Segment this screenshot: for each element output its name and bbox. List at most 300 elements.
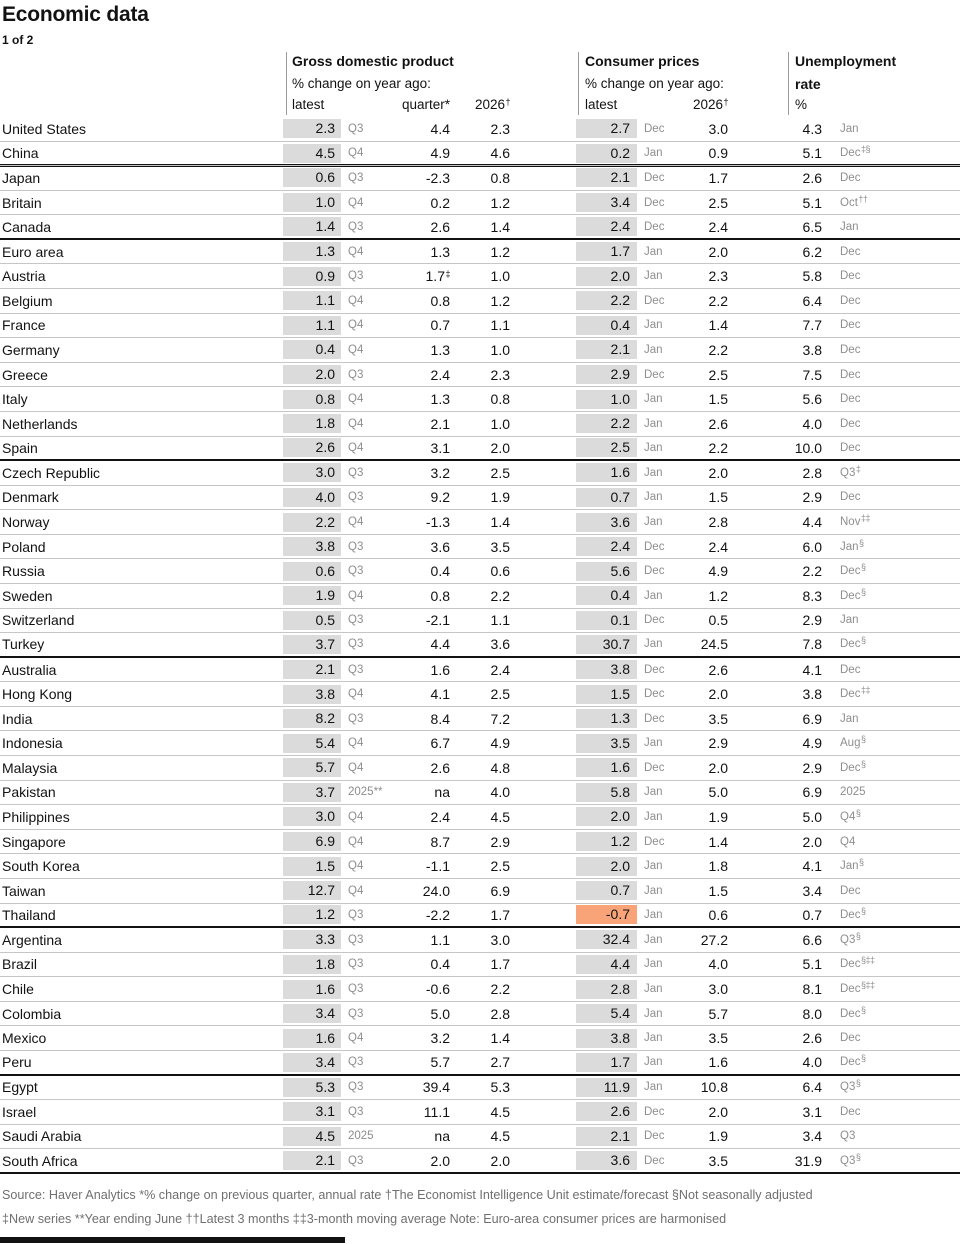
cpi-period-label: Dec — [644, 1130, 665, 1143]
gdp-period-label: Q4 — [348, 835, 364, 848]
footnote-marker: ‡ — [855, 463, 861, 474]
gdp-forecast-value: 2.2 — [490, 981, 510, 998]
gdp-period-label: Q4 — [348, 319, 364, 332]
cpi-latest-value: 0.2 — [576, 144, 637, 163]
cpi-period-label: Jan — [644, 983, 663, 996]
gdp-quarter-value: 0.7 — [430, 317, 450, 334]
unemployment-value: 6.9 — [802, 784, 822, 801]
cpi-latest-value: 5.6 — [576, 562, 637, 581]
gdp-quarter-value: 1.3 — [430, 243, 450, 260]
gdp-quarter-value: 3.2 — [430, 464, 450, 481]
unemployment-period-label: Jan — [840, 220, 859, 233]
country-label: India — [2, 710, 33, 727]
gdp-quarter-value: -2.1 — [425, 612, 450, 629]
country-label: Thailand — [2, 906, 56, 923]
gdp-latest-value: 6.9 — [283, 832, 341, 851]
unemployment-value: 6.4 — [802, 292, 822, 309]
unemployment-value: 7.8 — [802, 636, 822, 653]
cpi-period-label: Dec — [644, 294, 665, 307]
footnote-marker: § — [860, 635, 866, 646]
table-row — [0, 363, 960, 388]
table-row — [0, 1100, 960, 1125]
cpi-group-subtitle: % change on year ago: — [585, 76, 724, 91]
cpi-latest-value: 0.4 — [576, 316, 637, 335]
table-row — [0, 879, 960, 904]
unemployment-period-label: Dec§ — [840, 562, 866, 578]
unemployment-period-label: Q4 — [840, 835, 856, 848]
country-label: Euro area — [2, 243, 64, 260]
unemployment-period-label: Q3‡ — [840, 463, 861, 479]
gdp-forecast-value: 5.3 — [490, 1079, 510, 1096]
gdp-quarter-value: na — [434, 784, 450, 801]
country-label: Israel — [2, 1103, 37, 1120]
gdp-forecast-value: 2.5 — [490, 686, 510, 703]
country-label: Italy — [2, 391, 28, 408]
gdp-quarter-value: 3.6 — [430, 538, 450, 555]
table-row — [0, 1026, 960, 1051]
gdp-period-label: Q3 — [348, 491, 364, 504]
gdp-latest-value: 1.9 — [283, 586, 341, 605]
gdp-latest-value: 4.0 — [283, 488, 341, 507]
cpi-latest-value: 2.7 — [576, 119, 637, 138]
footnote-marker: ‡ — [445, 269, 450, 280]
cpi-period-label: Jan — [644, 466, 663, 479]
table-row — [0, 658, 960, 683]
unemployment-period-label: Jan — [840, 614, 859, 627]
unemployment-period-label: Dec§ — [840, 1053, 866, 1069]
gdp-period-label: Q4 — [348, 393, 364, 406]
unemployment-period-label: Q3§ — [840, 1151, 861, 1167]
cpi-latest-value: 0.4 — [576, 586, 637, 605]
unemployment-period-label: Dec‡‡ — [840, 685, 870, 701]
gdp-period-label: Q3 — [348, 368, 364, 381]
gdp-quarter-value: 4.4 — [430, 120, 450, 137]
unemployment-value: 8.3 — [802, 587, 822, 604]
table-row — [0, 461, 960, 486]
gdp-latest-value: 1.8 — [283, 955, 341, 974]
table-row — [0, 756, 960, 781]
gdp-period-label: Q4 — [348, 688, 364, 701]
gdp-forecast-value: 1.7 — [490, 956, 510, 973]
gdp-period-label: Q4 — [348, 884, 364, 897]
cpi-forecast-value: 2.2 — [708, 439, 728, 456]
gdp-quarter-value: 5.7 — [430, 1054, 450, 1071]
country-label: United States — [2, 120, 87, 137]
gdp-latest-value: 3.0 — [283, 807, 341, 826]
cpi-period-label: Jan — [644, 393, 663, 406]
gdp-forecast-value: 1.0 — [490, 415, 510, 432]
unemployment-period-label: Dec — [840, 393, 861, 406]
cpi-forecast-value: 3.5 — [708, 710, 728, 727]
gdp-latest-value: 0.6 — [283, 168, 341, 187]
unemployment-value: 0.7 — [802, 906, 822, 923]
gdp-period-label: Q3 — [348, 1081, 364, 1094]
gdp-latest-value: 2.2 — [283, 513, 341, 532]
footnote-marker: § — [855, 807, 861, 818]
unemployment-value: 6.2 — [802, 243, 822, 260]
cpi-forecast-value: 1.4 — [708, 317, 728, 334]
cpi-latest-value: 3.6 — [576, 513, 637, 532]
country-label: Greece — [2, 366, 48, 383]
cpi-forecast-value: 1.2 — [708, 587, 728, 604]
gdp-latest-value: 0.6 — [283, 562, 341, 581]
gdp-period-label: Q3 — [348, 663, 364, 676]
cpi-forecast-value: 27.2 — [700, 931, 728, 948]
gdp-quarter-value: 4.1 — [430, 686, 450, 703]
gdp-latest-value: 1.6 — [283, 980, 341, 999]
gdp-latest-value: 3.7 — [283, 635, 341, 654]
gdp-forecast-value: 0.8 — [490, 169, 510, 186]
unemployment-period-label: Jan§ — [840, 537, 864, 553]
cpi-latest-value: 2.5 — [576, 438, 637, 457]
cpi-latest-value: 3.5 — [576, 734, 637, 753]
unemployment-period-label: Dec§ — [840, 1004, 866, 1020]
gdp-quarter-value: 9.2 — [430, 489, 450, 506]
gdp-forecast-value: 3.6 — [490, 636, 510, 653]
cpi-latest-value: 1.7 — [576, 1053, 637, 1072]
unemployment-value: 5.0 — [802, 808, 822, 825]
gdp-quarter-value: -2.2 — [425, 906, 450, 923]
gdp-forecast-value: 1.2 — [490, 243, 510, 260]
gdp-period-label: Q4 — [348, 1032, 364, 1045]
unemployment-period-label: Dec — [840, 441, 861, 454]
gdp-latest-value: 12.7 — [283, 881, 341, 900]
cpi-forecast-value: 1.4 — [708, 833, 728, 850]
gdp-quarter-value: 2.1 — [430, 415, 450, 432]
cpi-period-label: Dec — [644, 663, 665, 676]
gdp-period-label: Q4 — [348, 294, 364, 307]
gdp-forecast-value: 1.9 — [490, 489, 510, 506]
gdp-period-label: Q4 — [348, 737, 364, 750]
cpi-forecast-value: 1.5 — [708, 489, 728, 506]
divider-cpi — [578, 52, 579, 115]
footnote-marker: § — [860, 1053, 866, 1064]
gdp-quarter-value: 2.6 — [430, 218, 450, 235]
gdp-latest-value: 8.2 — [283, 709, 341, 728]
table-row — [0, 264, 960, 289]
cpi-latest-value: 0.7 — [576, 881, 637, 900]
cpi-forecast-value: 2.2 — [708, 292, 728, 309]
gdp-period-label: Q3 — [348, 1154, 364, 1167]
table-row — [0, 928, 960, 953]
gdp-latest-value: 1.3 — [283, 242, 341, 261]
gdp-forecast-value: 2.8 — [490, 1005, 510, 1022]
table-row — [0, 486, 960, 511]
gdp-forecast-value: 1.0 — [490, 268, 510, 285]
gdp-forecast-value: 4.6 — [490, 145, 510, 162]
gdp-period-label: 2025 — [348, 1130, 374, 1143]
cpi-latest-value: 2.4 — [576, 217, 637, 236]
gdp-quarter-value: 24.0 — [422, 882, 450, 899]
cpi-forecast-value: 3.0 — [708, 981, 728, 998]
table-row — [0, 289, 960, 314]
gdp-latest-value: 3.7 — [283, 783, 341, 802]
table-row — [0, 559, 960, 584]
gdp-forecast-value: 1.4 — [490, 218, 510, 235]
cpi-period-label: Jan — [644, 245, 663, 258]
cpi-period-label: Jan — [644, 270, 663, 283]
gdp-latest-value: 3.4 — [283, 1004, 341, 1023]
cpi-forecast-value: 1.9 — [708, 1128, 728, 1145]
country-label: Netherlands — [2, 415, 78, 432]
cpi-forecast-value: 4.0 — [708, 956, 728, 973]
footnote-marker: † — [505, 97, 510, 107]
footnote-marker: § — [860, 758, 866, 769]
cpi-forecast-value: 1.8 — [708, 858, 728, 875]
table-row — [0, 387, 960, 412]
table-row — [0, 781, 960, 806]
table-row — [0, 633, 960, 658]
page-indicator: 1 of 2 — [2, 33, 34, 47]
cpi-latest-value: 4.4 — [576, 955, 637, 974]
country-label: Chile — [2, 981, 34, 998]
cpi-period-label: Jan — [644, 810, 663, 823]
country-label: Poland — [2, 538, 46, 555]
cpi-period-label: Jan — [644, 1056, 663, 1069]
unemployment-value: 2.0 — [802, 833, 822, 850]
unemployment-period-label: Aug§ — [840, 734, 866, 750]
gdp-forecast-value: 2.7 — [490, 1054, 510, 1071]
gdp-latest-value: 0.9 — [283, 267, 341, 286]
unemployment-value: 2.6 — [802, 169, 822, 186]
gdp-quarter-value: 0.8 — [430, 292, 450, 309]
cpi-latest-value: 2.0 — [576, 857, 637, 876]
unemployment-period-label: Oct†† — [840, 193, 868, 209]
table-row — [0, 805, 960, 830]
footnote-line-1: Source: Haver Analytics *% change on previous quarter, annual rate †The Economist Intelligence Unit estimate/forecast §Not seasonally adjusted — [2, 1188, 813, 1202]
country-label: Spain — [2, 439, 38, 456]
country-label: Mexico — [2, 1030, 47, 1047]
unemployment-value: 4.1 — [802, 661, 822, 678]
table-row — [0, 142, 960, 167]
cpi-latest-value: 0.1 — [576, 611, 637, 630]
gdp-quarter-value: 3.2 — [430, 1030, 450, 1047]
cpi-period-label: Dec — [644, 171, 665, 184]
gdp-latest-value: 1.5 — [283, 857, 341, 876]
gdp-period-label: Q3 — [348, 712, 364, 725]
cpi-latest-value: 2.2 — [576, 414, 637, 433]
cpi-period-label: Jan — [644, 737, 663, 750]
table-row — [0, 1002, 960, 1027]
gdp-forecast-value: 2.9 — [490, 833, 510, 850]
table-row — [0, 1051, 960, 1076]
unemployment-period-label: Dec — [840, 294, 861, 307]
unemployment-value: 3.8 — [802, 686, 822, 703]
gdp-quarter-value: 0.4 — [430, 956, 450, 973]
gdp-latest-value: 1.1 — [283, 316, 341, 335]
cpi-period-label: Jan — [644, 1081, 663, 1094]
gdp-period-label: Q3 — [348, 614, 364, 627]
unemployment-value: 7.5 — [802, 366, 822, 383]
cpi-forecast-value: 0.5 — [708, 612, 728, 629]
cpi-forecast-value: 3.5 — [708, 1152, 728, 1169]
unemployment-value: 4.1 — [802, 858, 822, 875]
table-row — [0, 1125, 960, 1150]
cpi-period-label: Dec — [644, 1105, 665, 1118]
footnote-marker: ‡‡ — [860, 685, 870, 696]
cpi-latest-value: 32.4 — [576, 930, 637, 949]
cpi-forecast-value: 1.5 — [708, 882, 728, 899]
table-row — [0, 707, 960, 732]
gdp-forecast-value: 1.2 — [490, 194, 510, 211]
footnote-marker: § — [859, 857, 864, 868]
unemployment-value: 3.4 — [802, 1128, 822, 1145]
unemployment-value: 4.0 — [802, 415, 822, 432]
gdp-period-label: Q3 — [348, 933, 364, 946]
gdp-quarter-value: 2.4 — [430, 808, 450, 825]
unemployment-period-label: Dec§ — [840, 758, 866, 774]
table-row — [0, 1076, 960, 1101]
unemployment-value: 5.6 — [802, 391, 822, 408]
cpi-latest-value: 2.8 — [576, 980, 637, 999]
cpi-latest-value: 2.6 — [576, 1102, 637, 1121]
table-row — [0, 510, 960, 535]
divider-gdp — [286, 52, 287, 115]
cpi-forecast-value: 2.8 — [708, 514, 728, 531]
unemployment-period-label: Jan — [840, 122, 859, 135]
cpi-latest-value: -0.7 — [576, 905, 637, 924]
gdp-latest-value: 2.3 — [283, 119, 341, 138]
gdp-period-label: Q4 — [348, 196, 364, 209]
unemployment-period-label: Jan§ — [840, 857, 864, 873]
cpi-period-label: Jan — [644, 860, 663, 873]
unemployment-value: 2.9 — [802, 612, 822, 629]
unemployment-period-label: Q4§ — [840, 807, 861, 823]
gdp-forecast-value: 3.5 — [490, 538, 510, 555]
unemployment-value: 4.9 — [802, 735, 822, 752]
table-row — [0, 731, 960, 756]
gdp-latest-value: 3.4 — [283, 1053, 341, 1072]
cpi-period-label: Jan — [644, 1007, 663, 1020]
gdp-period-label: Q4 — [348, 441, 364, 454]
gdp-quarter-value: 3.1 — [430, 439, 450, 456]
gdp-quarter-value: 1.7‡ — [425, 268, 450, 285]
country-label: Switzerland — [2, 612, 75, 629]
cpi-period-label: Dec — [644, 196, 665, 209]
unemployment-value: 3.4 — [802, 882, 822, 899]
country-label: Norway — [2, 514, 50, 531]
unemployment-period-label: Dec — [840, 171, 861, 184]
unemployment-value: 5.1 — [802, 145, 822, 162]
cpi-latest-value: 2.0 — [576, 267, 637, 286]
cpi-period-label: Jan — [644, 908, 663, 921]
unemployment-period-label: Dec — [840, 1105, 861, 1118]
gdp-latest-value: 4.5 — [283, 1127, 341, 1146]
cpi-forecast-value: 2.5 — [708, 366, 728, 383]
cpi-period-label: Dec — [644, 761, 665, 774]
unemployment-title-line2: rate — [795, 76, 821, 92]
gdp-period-label: Q3 — [348, 270, 364, 283]
unemployment-period-label: Dec — [840, 1032, 861, 1045]
unemployment-period-label: 2025 — [840, 786, 866, 799]
country-label: Peru — [2, 1054, 32, 1071]
country-label: Austria — [2, 268, 46, 285]
gdp-latest-value: 2.0 — [283, 365, 341, 384]
cpi-latest-value: 1.2 — [576, 832, 637, 851]
cpi-latest-value: 2.1 — [576, 1127, 637, 1146]
footnote-marker: †† — [858, 193, 868, 204]
gdp-latest-value: 3.0 — [283, 463, 341, 482]
gdp-period-label: 2025** — [348, 786, 383, 799]
cpi-period-label: Jan — [644, 343, 663, 356]
gdp-latest-value: 1.6 — [283, 1029, 341, 1048]
cpi-forecast-value: 10.8 — [700, 1079, 728, 1096]
table-row — [0, 977, 960, 1002]
cpi-forecast-value: 4.9 — [708, 563, 728, 580]
cpi-period-label: Jan — [644, 958, 663, 971]
footnote-marker: § — [860, 1004, 866, 1015]
bottom-rule — [0, 1237, 345, 1243]
unemployment-value: 2.9 — [802, 759, 822, 776]
country-label: China — [2, 145, 39, 162]
cpi-latest-value: 2.9 — [576, 365, 637, 384]
cpi-period-label: Dec — [644, 1154, 665, 1167]
cpi-latest-value: 11.9 — [576, 1078, 637, 1097]
cpi-latest-value: 30.7 — [576, 635, 637, 654]
cpi-forecast-value: 0.6 — [708, 906, 728, 923]
cpi-forecast-value: 2.5 — [708, 194, 728, 211]
cpi-forecast-value: 2.2 — [708, 341, 728, 358]
cpi-forecast-value: 1.6 — [708, 1054, 728, 1071]
cpi-forecast-value: 2.6 — [708, 415, 728, 432]
footnote-line-2: ‡New series **Year ending June ††Latest 3 months ‡‡3-month moving average Note: Euro-area consumer prices are harmonised — [2, 1212, 727, 1226]
cpi-period-label: Jan — [644, 491, 663, 504]
unemployment-value: 3.1 — [802, 1103, 822, 1120]
cpi-forecast-value: 2.4 — [708, 538, 728, 555]
unemployment-value: 2.6 — [802, 1030, 822, 1047]
gdp-period-label: Q4 — [348, 147, 364, 160]
gdp-latest-value: 3.8 — [283, 685, 341, 704]
gdp-period-label: Q4 — [348, 343, 364, 356]
cpi-period-label: Jan — [644, 884, 663, 897]
gdp-quarter-value: 4.9 — [430, 145, 450, 162]
table-row — [0, 412, 960, 437]
unemployment-value: 6.6 — [802, 931, 822, 948]
cpi-period-label: Jan — [644, 417, 663, 430]
country-label: Belgium — [2, 292, 53, 309]
unemployment-value: 2.2 — [802, 563, 822, 580]
table-row — [0, 953, 960, 978]
cpi-forecast-value: 2.6 — [708, 661, 728, 678]
cpi-forecast-value: 2.9 — [708, 735, 728, 752]
gdp-quarter-value: 2.0 — [430, 1152, 450, 1169]
gdp-forecast-value: 4.5 — [490, 1128, 510, 1145]
gdp-group-subtitle: % change on year ago: — [292, 76, 431, 91]
cpi-latest-value: 2.1 — [576, 340, 637, 359]
gdp-forecast-value: 1.7 — [490, 906, 510, 923]
country-label: Czech Republic — [2, 464, 101, 481]
cpi-latest-value: 1.5 — [576, 685, 637, 704]
cpi-latest-value: 1.6 — [576, 463, 637, 482]
gdp-period-label: Q4 — [348, 589, 364, 602]
gdp-latest-value: 2.1 — [283, 1151, 341, 1170]
unemployment-period-label: Dec§ — [840, 905, 866, 921]
gdp-quarter-value: 2.4 — [430, 366, 450, 383]
cpi-latest-value: 2.1 — [576, 168, 637, 187]
unemployment-period-label: Dec — [840, 884, 861, 897]
cpi-period-label: Dec — [644, 712, 665, 725]
cpi-period-label: Dec — [644, 122, 665, 135]
country-label: Pakistan — [2, 784, 56, 801]
unemployment-value: 8.0 — [802, 1005, 822, 1022]
gdp-quarter-value: 4.4 — [430, 636, 450, 653]
gdp-period-label: Q4 — [348, 761, 364, 774]
unemployment-value: 2.8 — [802, 464, 822, 481]
unemployment-period-label: Dec§ — [840, 586, 866, 602]
unemployment-value: 2.9 — [802, 489, 822, 506]
footnote-marker: § — [859, 537, 864, 548]
unemployment-period-label: Dec — [840, 319, 861, 332]
